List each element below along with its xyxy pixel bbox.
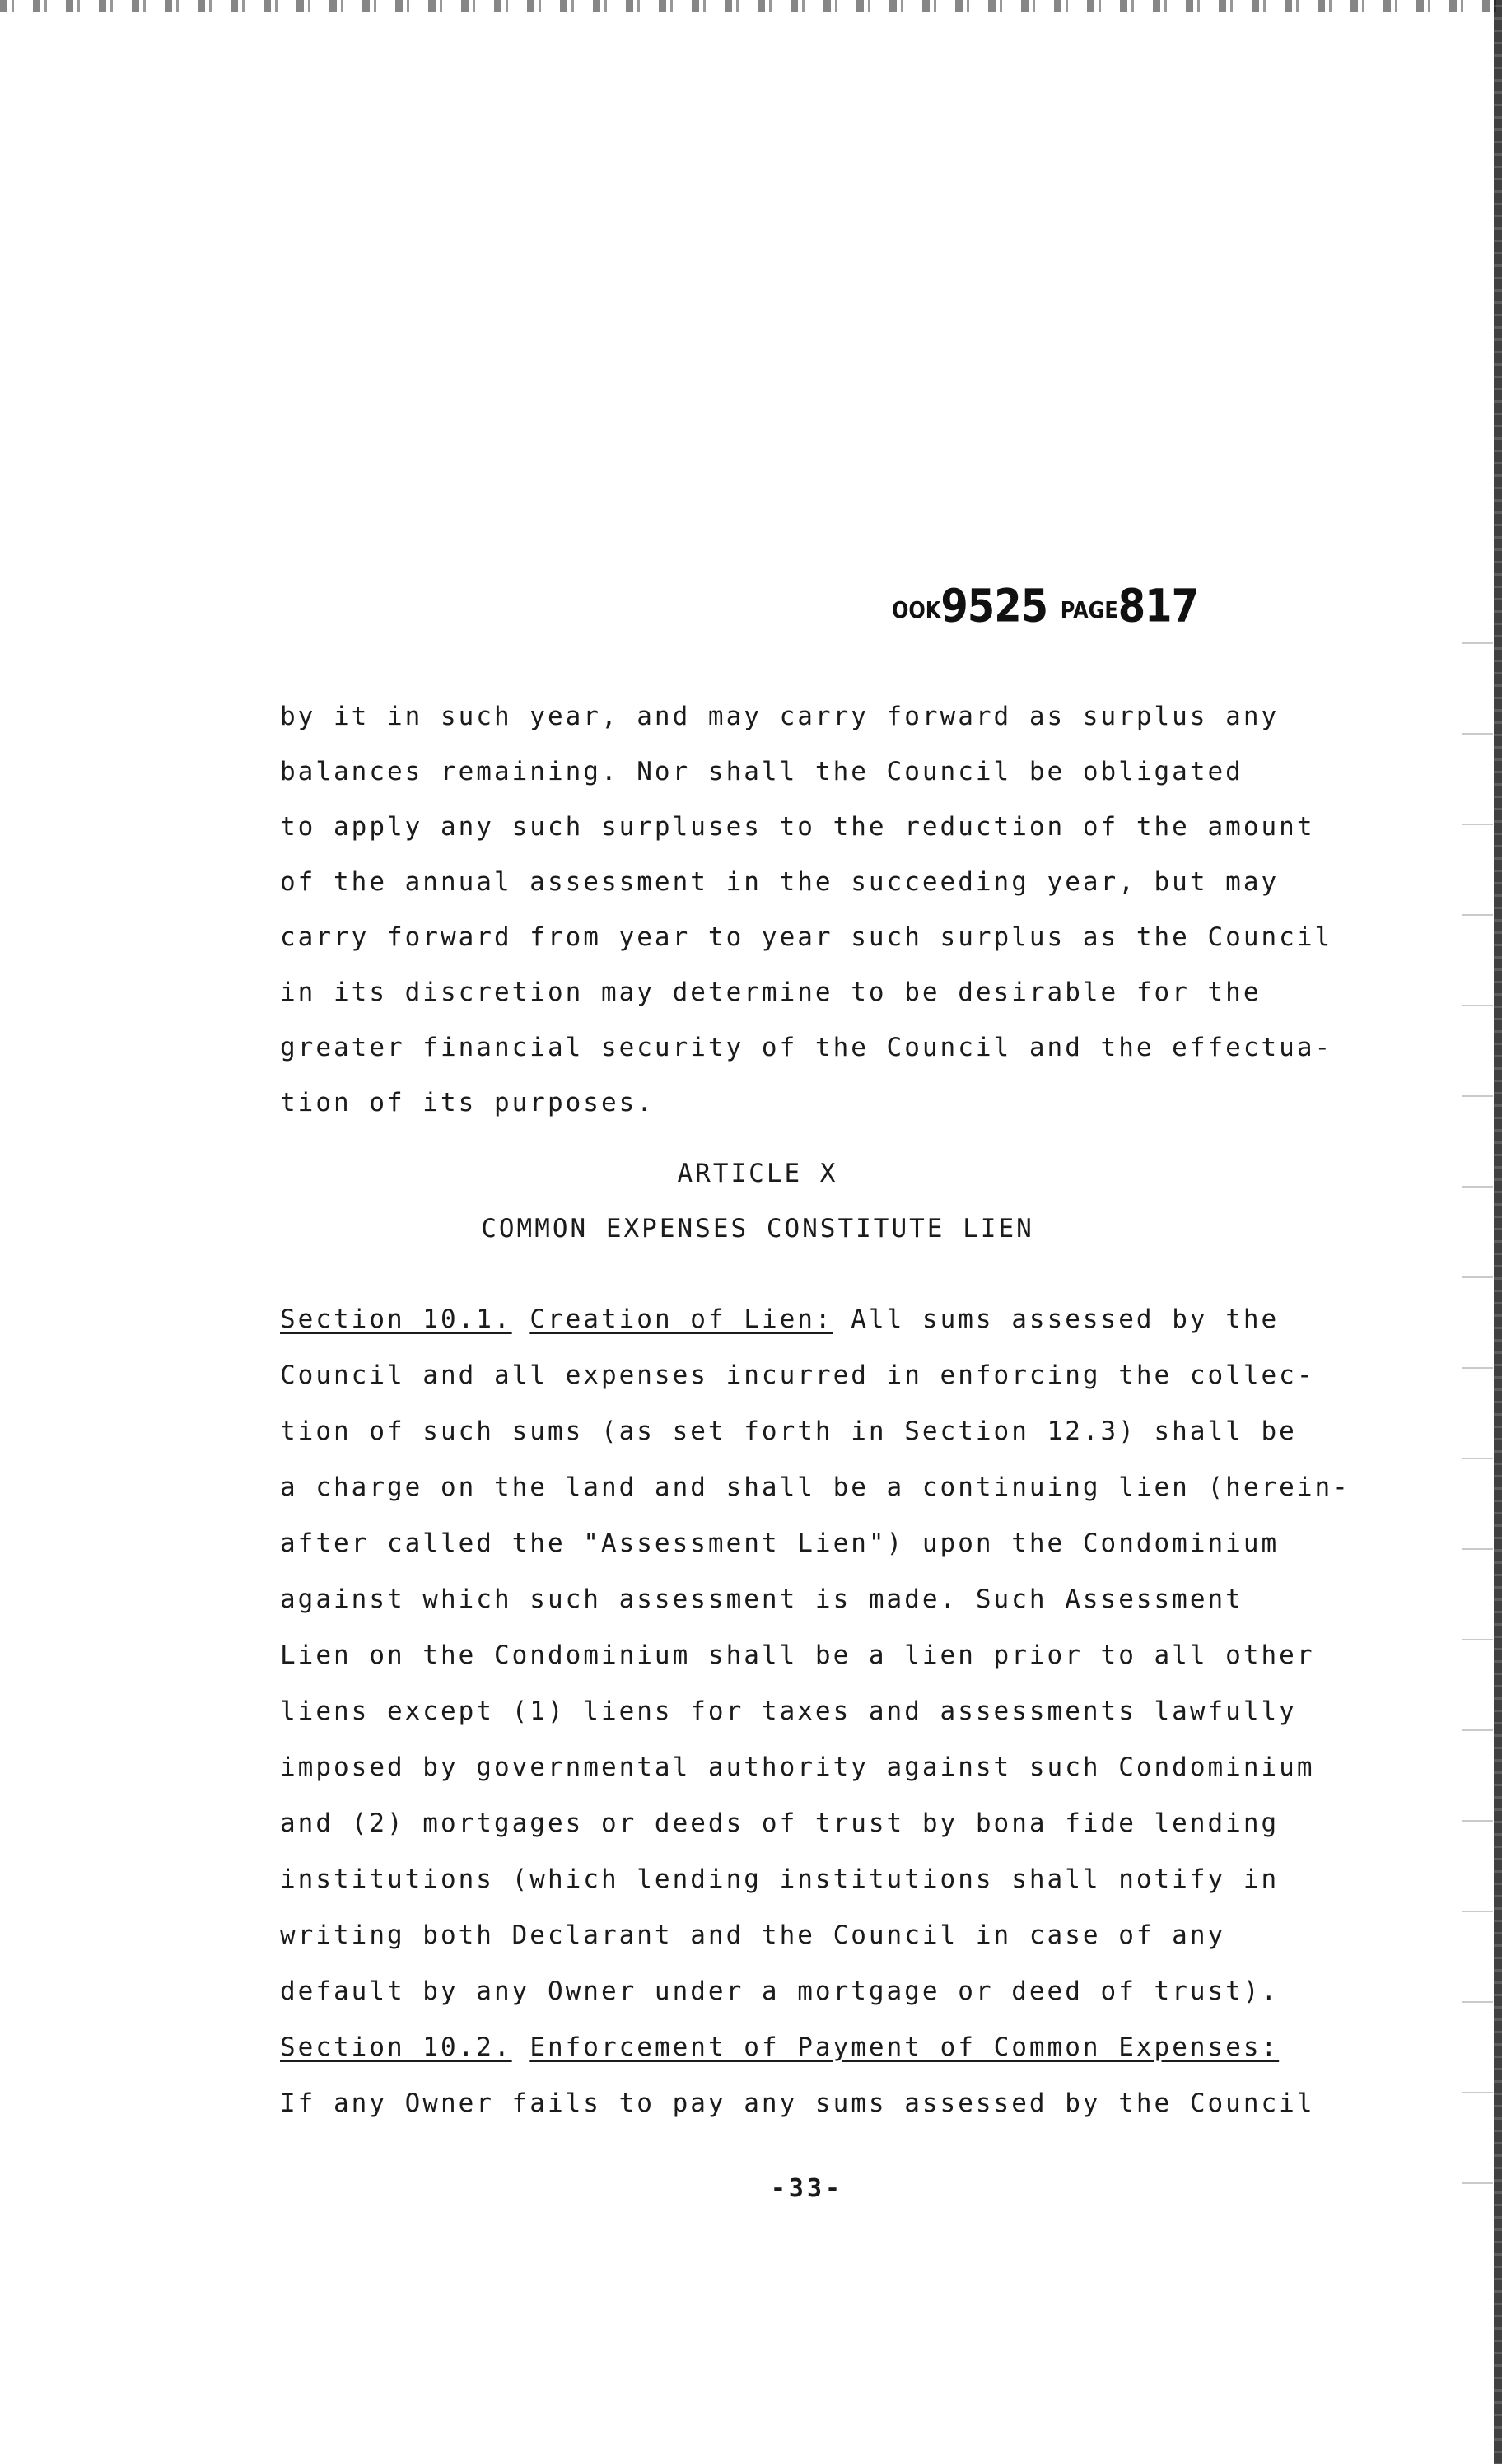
- section-10-2-line: If any Owner fails to pay any sums assessed by the Council: [280, 2088, 1315, 2118]
- section-10-1-label: Section 10.1.: [280, 1304, 512, 1334]
- paragraph-line: tion of its purposes.: [280, 1088, 655, 1118]
- section-10-1-line: Lien on the Condominium shall be a lien prior to all other: [280, 1640, 1315, 1670]
- section-10-1-heading: Creation of Lien:: [529, 1304, 833, 1334]
- section-10-1-line: after called the "Assessment Lien") upon the Condominium: [280, 1528, 1280, 1558]
- section-10-1-line: imposed by governmental authority against such Condominium: [280, 1752, 1315, 1782]
- article-title: ARTICLE X: [677, 1159, 838, 1188]
- paragraph-line: by it in such year, and may carry forward as surplus any: [280, 702, 1280, 731]
- paragraph-line: carry forward from year to year such surplus as the Council: [280, 922, 1333, 952]
- scan-top-noise: [0, 0, 1502, 12]
- article-subtitle: COMMON EXPENSES CONSTITUTE LIEN: [481, 1214, 1034, 1244]
- section-10-1-line: writing both Declarant and the Council in case of any: [280, 1920, 1226, 1950]
- page-number: -33-: [770, 2174, 844, 2203]
- section-10-1-line: liens except (1) liens for taxes and assessments lawfully: [280, 1696, 1297, 1726]
- section-10-1-line: default by any Owner under a mortgage or deed of trust).: [280, 1976, 1280, 2006]
- section-10-1-line: a charge on the land and shall be a continuing lien (herein-: [280, 1472, 1350, 1502]
- section-10-1-first-line-rest: All sums assessed by the: [851, 1304, 1280, 1334]
- section-10-1-line: and (2) mortgages or deeds of trust by bona fide lending: [280, 1808, 1280, 1838]
- scan-edge-marks: [1462, 609, 1493, 2256]
- page-ref: 817: [1117, 579, 1198, 633]
- paragraph-line: to apply any such surpluses to the reduction of the amount: [280, 812, 1315, 842]
- paragraph-line: in its discretion may determine to be desirable for the: [280, 978, 1262, 1007]
- section-10-1-line: against which such assessment is made. Such Assessment: [280, 1584, 1243, 1614]
- section-10-1-line: tion of such sums (as set forth in Section 12.3) shall be: [280, 1416, 1297, 1446]
- book-page-stamp: [892, 580, 1198, 632]
- page-prefix: PAGE: [1060, 596, 1118, 623]
- paragraph-line: balances remaining. Nor shall the Council be obligated: [280, 757, 1243, 786]
- section-10-1-line: Council and all expenses incurred in enforcing the collec-: [280, 1360, 1315, 1390]
- paragraph-line: of the annual assessment in the succeeding year, but may: [280, 867, 1280, 897]
- book-number: 9525: [940, 579, 1047, 633]
- book-prefix: OOK: [892, 596, 941, 623]
- paragraph-line: greater financial security of the Council and the effectua-: [280, 1033, 1333, 1062]
- section-10-1-first-line: [280, 1304, 1279, 1334]
- section-10-1-line: institutions (which lending institutions shall notify in: [280, 1864, 1280, 1894]
- section-10-2-first-line: [280, 2032, 1279, 2062]
- section-10-2-label: Section 10.2.: [280, 2032, 512, 2062]
- section-10-2-heading: Enforcement of Payment of Common Expenses:: [529, 2032, 1280, 2062]
